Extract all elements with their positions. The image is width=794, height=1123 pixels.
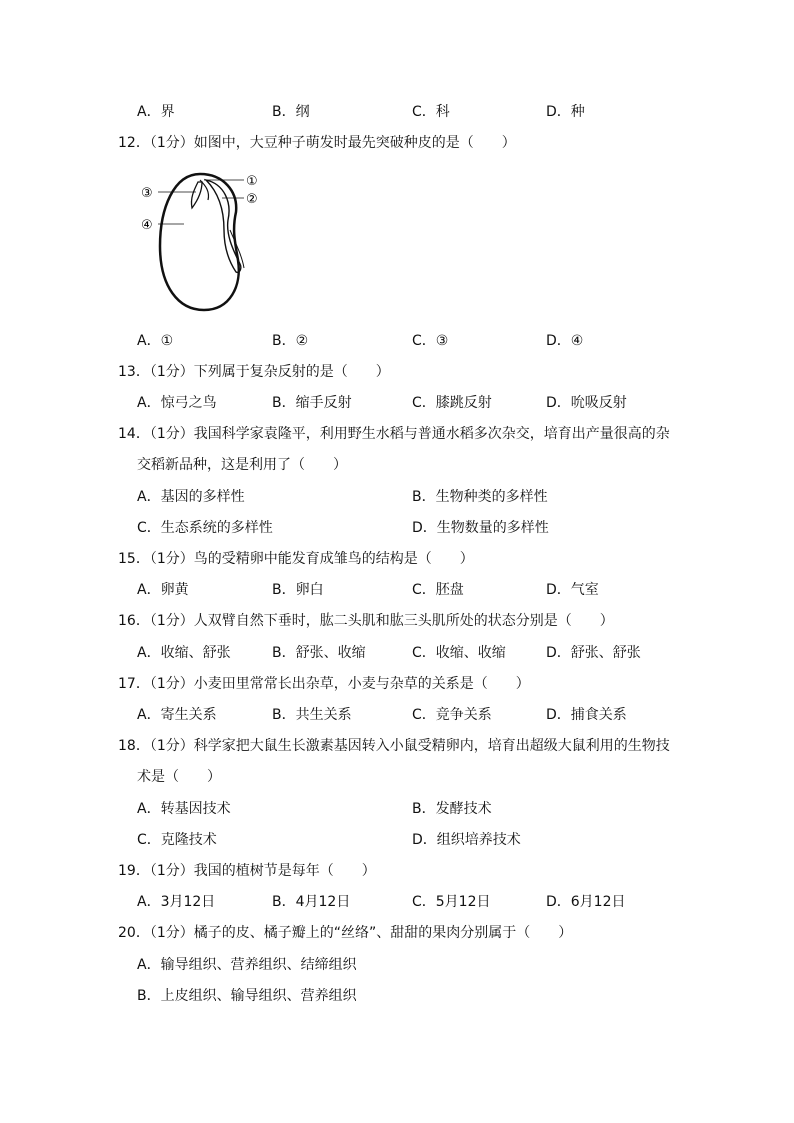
q11-option-c: C．科 (412, 104, 450, 120)
q18-stem: 18．（1分）科学家把大鼠生长激素基因转入小鼠受精卵内，培育出超级大鼠利用的生物技 (118, 738, 670, 754)
q18-stem-continued: 术是（ ） (137, 769, 221, 785)
q12-option-d: D．④ (546, 333, 584, 349)
embryo-plumule (191, 182, 202, 208)
q12-option-a: A．① (137, 333, 174, 349)
q16-option-a: A．收缩、舒张 (137, 645, 231, 661)
q12-option-c: C．③ (412, 333, 449, 349)
q14-stem: 14．（1分）我国科学家袁隆平，利用野生水稻与普通水稻多次杂交，培育出产量很高的杂 (118, 426, 670, 442)
q13-option-a: A．惊弓之鸟 (137, 395, 217, 411)
q11-option-d: D．种 (546, 104, 585, 120)
q17-option-d: D．捕食关系 (546, 707, 627, 723)
label-2: ② (246, 192, 258, 207)
q11-option-a: A．界 (137, 104, 175, 120)
q13-option-d: D．吮吸反射 (546, 395, 627, 411)
q14-option-c: C．生态系统的多样性 (137, 520, 273, 536)
q14-option-a: A．基因的多样性 (137, 489, 245, 505)
q16-option-c: C．收缩、收缩 (412, 645, 506, 661)
q17-option-c: C．竞争关系 (412, 707, 492, 723)
q20-option-a: A．输导组织、营养组织、结缔组织 (137, 957, 357, 973)
q20-option-b: B．上皮组织、输导组织、营养组织 (137, 988, 357, 1004)
label-3: ③ (141, 186, 153, 201)
label-1: ① (246, 174, 258, 189)
q15-option-d: D．气室 (546, 582, 599, 598)
q19-option-b: B．4月12日 (272, 894, 351, 910)
q15-option-c: C．胚盘 (412, 582, 464, 598)
q18-option-c: C．克隆技术 (137, 832, 217, 848)
q18-option-b: B．发酵技术 (412, 801, 492, 817)
q14-stem-continued: 交稻新品种，这是利用了（ ） (137, 457, 347, 473)
soybean-seed-figure (140, 168, 270, 316)
embryo-radicle (206, 180, 241, 272)
q20-stem: 20．（1分）橘子的皮、橘子瓣上的“丝络”、甜甜的果肉分别属于（ ） (118, 925, 573, 941)
q16-option-d: D．舒张、舒张 (546, 645, 641, 661)
q19-option-d: D．6月12日 (546, 894, 626, 910)
q19-stem: 19．（1分）我国的植树节是每年（ ） (118, 863, 376, 879)
q16-stem: 16．（1分）人双臂自然下垂时，肱二头肌和肱三头肌所处的状态分别是（ ） (118, 613, 614, 629)
q11-option-b: B．纲 (272, 104, 310, 120)
q18-option-d: D．组织培养技术 (412, 832, 521, 848)
q17-option-a: A．寄生关系 (137, 707, 217, 723)
q15-option-b: B．卵白 (272, 582, 324, 598)
q14-option-d: D．生物数量的多样性 (412, 520, 549, 536)
q19-option-c: C．5月12日 (412, 894, 491, 910)
q15-option-a: A．卵黄 (137, 582, 189, 598)
q18-option-a: A．转基因技术 (137, 801, 231, 817)
q13-stem: 13．（1分）下列属于复杂反射的是（ ） (118, 364, 390, 380)
q15-stem: 15．（1分）鸟的受精卵中能发育成雏鸟的结构是（ ） (118, 551, 474, 567)
q13-option-b: B．缩手反射 (272, 395, 352, 411)
q16-option-b: B．舒张、收缩 (272, 645, 366, 661)
q17-option-b: B．共生关系 (272, 707, 352, 723)
q13-option-c: C．膝跳反射 (412, 395, 492, 411)
q14-option-b: B．生物种类的多样性 (412, 489, 548, 505)
label-4: ④ (141, 218, 153, 233)
q12-stem: 12．（1分）如图中，大豆种子萌发时最先突破种皮的是（ ） (118, 135, 516, 151)
q19-option-a: A．3月12日 (137, 894, 216, 910)
q12-option-b: B．② (272, 333, 309, 349)
q17-stem: 17．（1分）小麦田里常常长出杂草，小麦与杂草的关系是（ ） (118, 676, 530, 692)
